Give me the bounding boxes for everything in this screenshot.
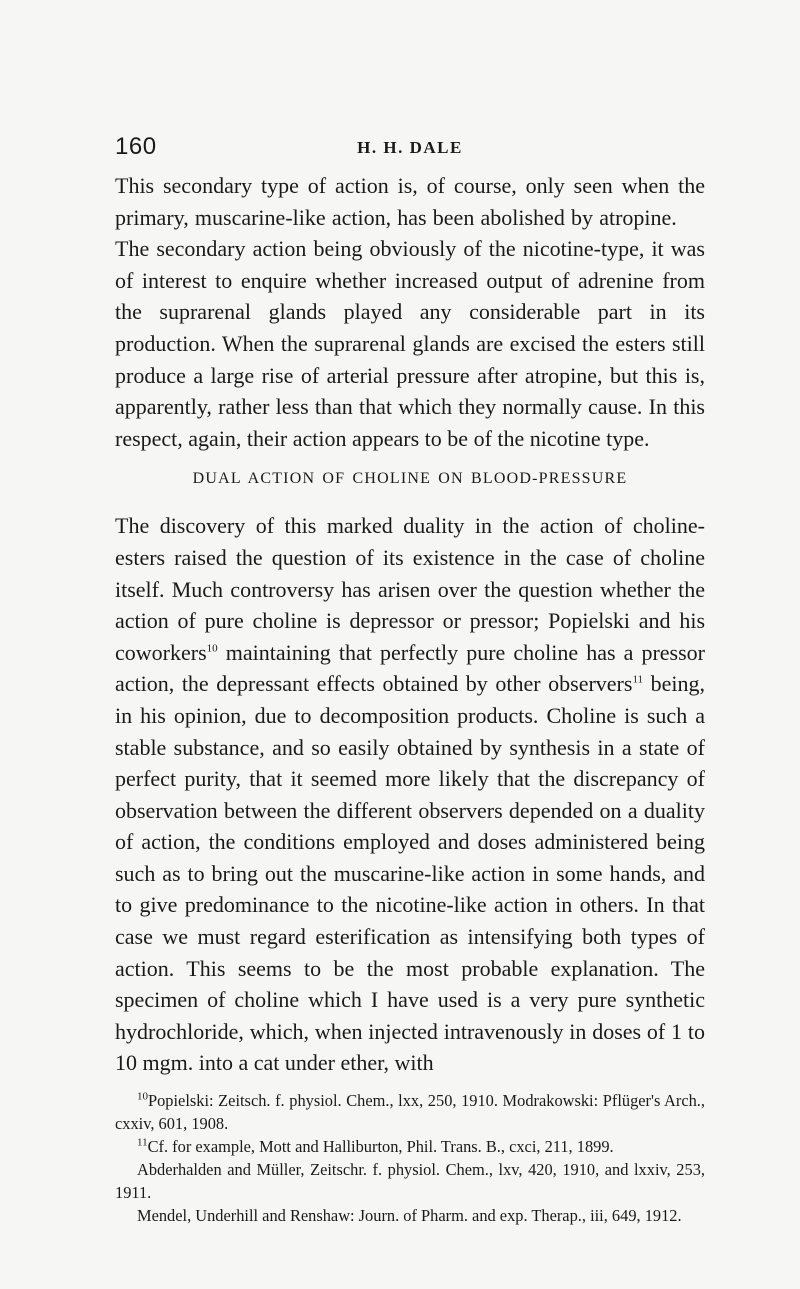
section-heading: DUAL ACTION OF CHOLINE ON BLOOD-PRESSURE [192, 470, 628, 488]
paragraph-2-part-1: The discovery of this marked duality in the action of choline-esters raised the question of its existence in the case of choline itself. Much controversy has arisen over the question whether the action of pure choline is depressor or pressor; Popielski and his coworkers [115, 513, 705, 665]
footnote-reference-11[interactable]: 11 [632, 673, 644, 686]
footnote-10 [115, 1089, 705, 1135]
footnote-text: Cf. for example, Mott and Halliburton, Phil. Trans. B., cxci, 211, 1899. [147, 1137, 614, 1157]
page-header [115, 132, 705, 162]
footnote-continuation [115, 1158, 705, 1204]
running-head: H. H. DALE [357, 138, 463, 157]
document-page [115, 132, 705, 1227]
body-paragraph-1 [115, 170, 705, 454]
footnote-text: Abderhalden and Müller, Zeitschr. f. physiol. Chem., lxv, 420, 1910, and lxxiv, 253, 1911. [115, 1160, 705, 1203]
footnote-continuation [115, 1204, 705, 1227]
footnote-marker: 10 [137, 1090, 148, 1103]
paragraph-2-part-2: maintaining that perfectly pure choline has a pressor action, the depressant effects obtained by other observers [115, 639, 705, 697]
footnote-reference-10[interactable]: 10 [206, 642, 218, 655]
footnote-text: Mendel, Underhill and Renshaw: Journ. of Pharm. and exp. Therap., iii, 649, 1912. [137, 1206, 682, 1226]
footnotes [115, 1089, 705, 1227]
paragraph-2-part-3: being, in his opinion, due to decomposition products. Choline is such a stable substance, and so easily obtained by synthesis in a state of perfect purity, that it seemed more likely that the discrepancy of observation between the different observers depended on a duality of action, the conditions employed and doses administered being such as to bring out the muscarine-like action in some hands, and to give predominance to the nicotine-like action in others. In that case we must regard esterification as intensifying both types of action. This seems to be the most probable explanation. The specimen of choline which I have used is a very pure synthetic hydrochloride, which, when injected intravenously in doses of 1 to 10 mgm. into a cat under ether, with [115, 671, 705, 1076]
body-paragraph-2 [115, 510, 705, 1079]
footnote-text: Popielski: Zeitsch. f. physiol. Chem., lxx, 250, 1910. Modrakowski: Pflüger's Arch., cxxiv, 601, 1908. [115, 1091, 705, 1134]
footnote-11 [115, 1135, 705, 1158]
paragraph-1-part-2: The secondary action being obviously of the nicotine-type, it was of interest to enquire whether increased output of adrenine from the suprarenal glands played any considerable part in its production. When the suprarenal glands are excised the esters still produce a large rise of arterial pressure after atropine, but this is, apparently, rather less than that which they normally cause. In this respect, again, their action appears to be of the nicotine type. [115, 236, 705, 451]
footnote-marker: 11 [137, 1136, 148, 1149]
paragraph-1-part-1: This secondary type of action is, of course, only seen when the primary, muscarine-like action, has been abolished by atropine. [115, 173, 705, 230]
page-number: 160 [115, 133, 157, 160]
